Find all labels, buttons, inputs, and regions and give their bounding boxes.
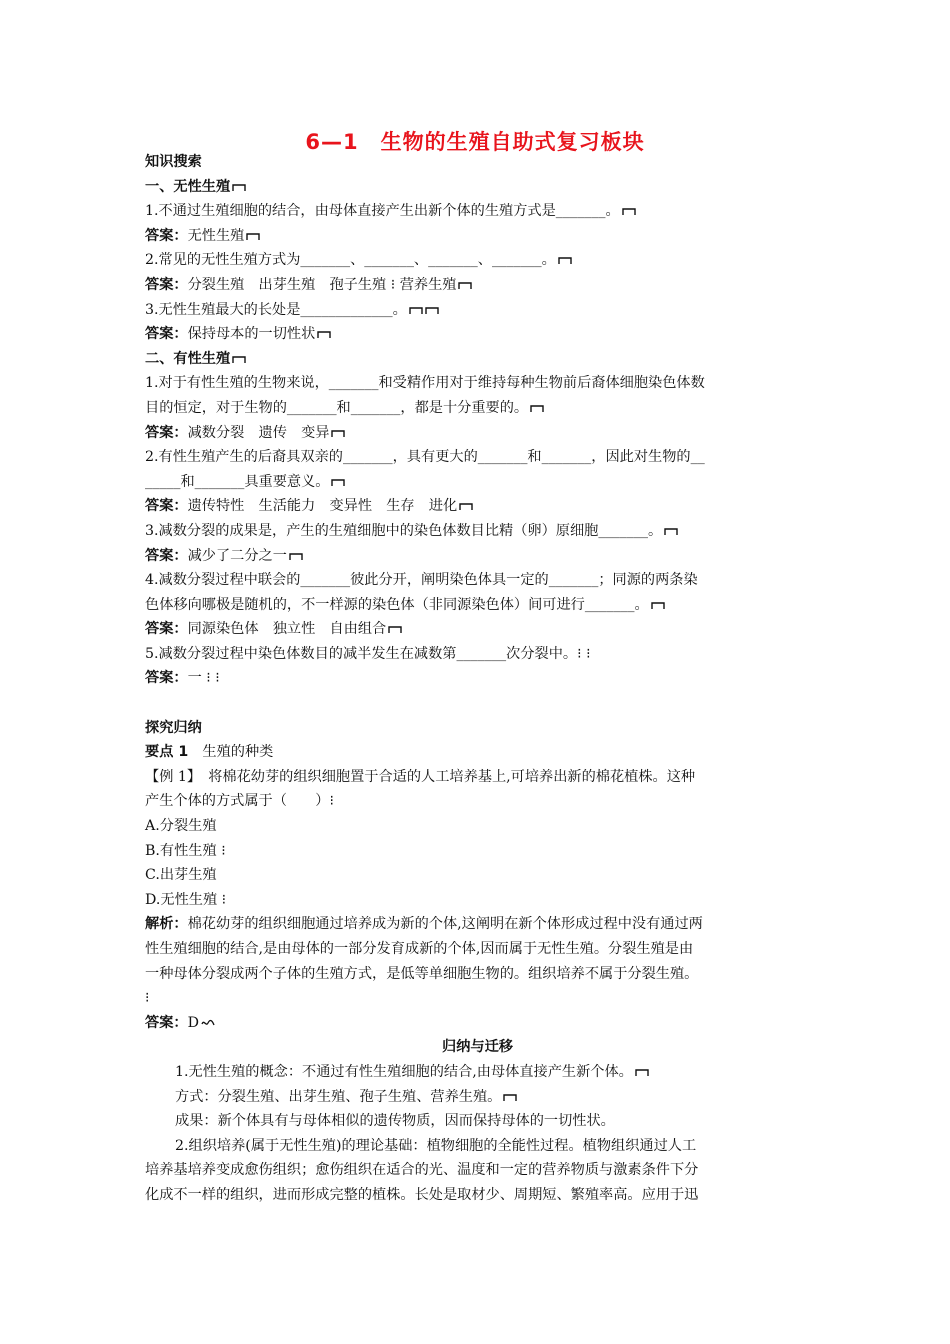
page-title: 6—1 生物的生殖自助式复习板块 xyxy=(305,130,645,154)
summary-line-5: 培养基培养变成愈伤组织；愈伤组织在适合的光、温度和一定的营养物质与激素条件下分 xyxy=(145,1162,699,1179)
analysis-line-4: ⁝ xyxy=(145,990,150,1007)
edit-mark-icon xyxy=(458,280,472,290)
edit-mark-icon xyxy=(317,329,331,339)
question-7-line-1: 4.减数分裂过程中联会的_______彼此分开，阐明染色体具一定的_______；同源的两条染 xyxy=(145,572,698,589)
subheading-asexual: 一、无性生殖 xyxy=(145,175,810,200)
example-1-line-1: 【例 1】 将棉花幼芽的组织细胞置于合适的人工培养基上,可培养出新的棉花植株。这种 xyxy=(145,768,696,785)
question-8: 5.减数分裂过程中染色体数目的减半发生在减数第_______次分裂中。⁝ ⁝ xyxy=(145,645,591,662)
answer-6: 答案：减少了二分之一 xyxy=(145,544,810,569)
edit-mark-icon xyxy=(246,231,260,241)
option-c: C.出芽生殖 xyxy=(145,867,217,884)
analysis-line-2: 性生殖细胞的结合,是由母体的一部分发育成新的个体,因而属于无性生殖。分裂生殖是由 xyxy=(145,941,694,957)
question-5-line-1: 2.有性生殖产生的后裔具双亲的_______，具有更大的_______和_______，因此对生物的__ xyxy=(145,449,705,466)
edit-mark-icon xyxy=(232,354,246,364)
edit-mark-icon xyxy=(530,403,544,413)
summary-line-6: 化成不一样的组织，进而形成完整的植株。长处是取材少、周期短、繁殖率高。应用于迅 xyxy=(145,1186,699,1203)
option-d: D.无性生殖 ⁝ xyxy=(145,891,227,908)
edit-mark-icon xyxy=(388,624,402,634)
question-4-line-2: 目的恒定，对于生物的_______和_______，都是十分重要的。 xyxy=(145,396,810,421)
edit-mark-icon xyxy=(459,501,473,511)
answer-example-1: 答案：D xyxy=(145,1011,810,1036)
summary-line-3: 成果：新个体具有与母体相似的遗传物质，因而保持母体的一切性状。 xyxy=(175,1113,615,1130)
option-b: B.有性生殖 ⁝ xyxy=(145,842,226,859)
key-point-1: 要点 1 生殖的种类 xyxy=(145,744,274,761)
edit-mark-icon xyxy=(558,255,572,265)
edit-mark-icon xyxy=(425,305,439,315)
edit-mark-icon xyxy=(651,600,665,610)
answer-7: 答案：同源染色体 独立性 自由组合 xyxy=(145,617,810,642)
section-heading-search: 知识搜索 xyxy=(145,154,202,170)
analysis-line-1: 解析：棉花幼芽的组织细胞通过培养成为新的个体,这阐明在新个体形成过程中没有通过两 xyxy=(145,916,703,933)
edit-mark-icon xyxy=(622,206,636,216)
answer-4: 答案：减数分裂 遗传 变异 xyxy=(145,421,810,446)
question-5-line-2: _____和_______具重要意义。 xyxy=(145,470,810,495)
answer-8: 答案：一 ⁝ ⁝ xyxy=(145,670,220,687)
option-a: A.分裂生殖 xyxy=(145,818,217,835)
example-1-line-2: 产生个体的方式属于（ ）⁝ xyxy=(145,793,334,810)
squiggle-mark-icon xyxy=(201,1018,215,1028)
question-3: 3.无性生殖最大的长处是_____________。 xyxy=(145,298,810,323)
edit-mark-icon xyxy=(232,182,246,192)
edit-mark-icon xyxy=(635,1067,649,1077)
summary-line-2: 方式：分裂生殖、出芽生殖、孢子生殖、营养生殖。 xyxy=(145,1085,810,1110)
answer-1: 答案：无性生殖 xyxy=(145,224,810,249)
edit-mark-icon xyxy=(331,477,345,487)
question-7-line-2: 色体移向哪极是随机的，不一样源的染色体（非同源染色体）间可进行_______。 xyxy=(145,593,810,618)
document-body xyxy=(145,150,810,1208)
answer-3: 答案：保持母本的一切性状 xyxy=(145,322,810,347)
edit-mark-icon xyxy=(331,428,345,438)
answer-2: 答案：分裂生殖 出芽生殖 孢子生殖 ⁝ 营养生殖 xyxy=(145,273,810,298)
analysis-line-3: 一种母体分裂成两个子体的生殖方式，是低等单细胞生物的。组织培养不属于分裂生殖。 xyxy=(145,965,699,982)
summary-line-1: 1.无性生殖的概念：不通过有性生殖细胞的结合,由母体直接产生新个体。 xyxy=(145,1060,810,1085)
summary-line-4: 2.组织培养(属于无性生殖)的理论基础：植物细胞的全能性过程。植物组织通过人工 xyxy=(175,1137,697,1154)
question-1: 1.不通过生殖细胞的结合，由母体直接产生出新个体的生殖方式是_______。 xyxy=(145,199,810,224)
edit-mark-icon xyxy=(664,526,678,536)
question-2: 2.常见的无性生殖方式为_______、_______、_______、_______。 xyxy=(145,248,810,273)
answer-5: 答案：遗传特性 生活能力 变异性 生存 进化 xyxy=(145,494,810,519)
edit-mark-icon xyxy=(409,305,423,315)
section-heading-explore: 探究归纳 xyxy=(145,719,202,736)
spacer xyxy=(145,691,810,716)
edit-mark-icon xyxy=(289,551,303,561)
edit-mark-icon xyxy=(503,1092,517,1102)
question-6: 3.减数分裂的成果是，产生的生殖细胞中的染色体数目比精（卵）原细胞_______。 xyxy=(145,519,810,544)
question-4-line-1: 1.对于有性生殖的生物来说，_______和受精作用对于维持每种生物前后裔体细胞染色体数 xyxy=(145,375,705,392)
summary-title: 归纳与迁移 xyxy=(442,1039,513,1056)
subheading-sexual: 二、有性生殖 xyxy=(145,347,810,372)
